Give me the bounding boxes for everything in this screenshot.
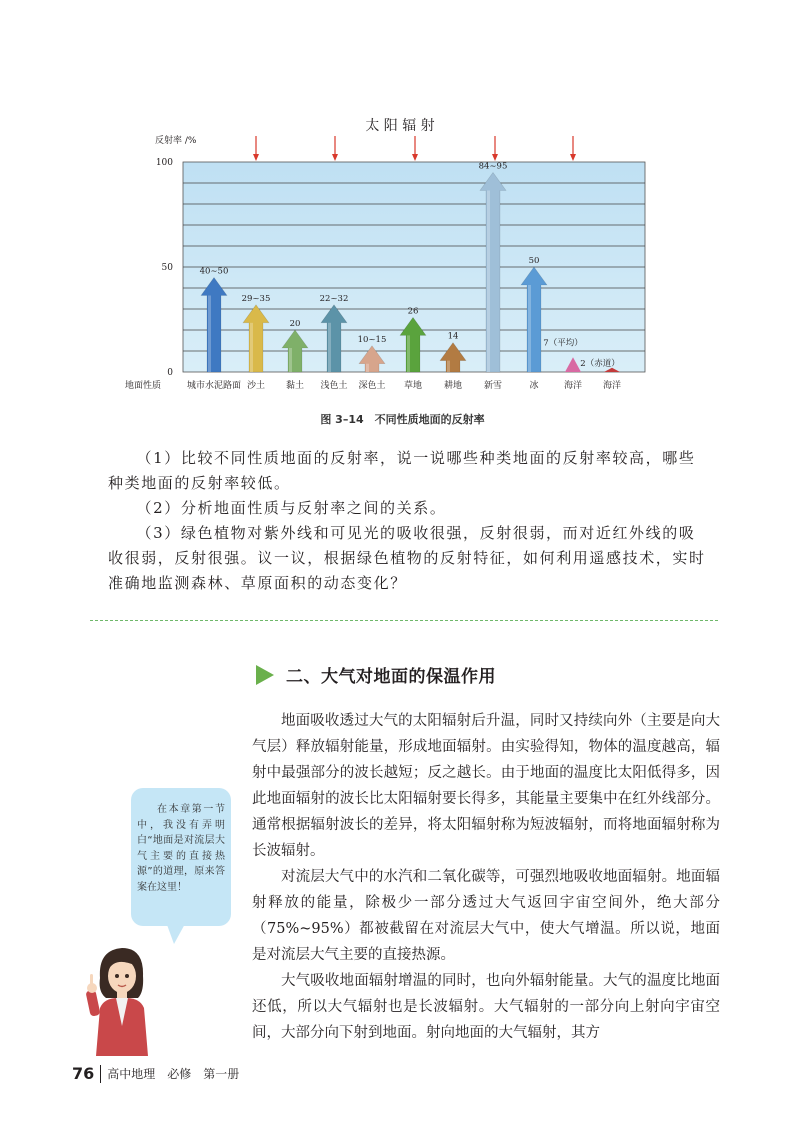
y-tick-label: 100 <box>155 158 173 168</box>
bar-highlight <box>487 191 490 373</box>
bar-highlight <box>447 361 450 372</box>
bar-highlight <box>407 335 410 372</box>
y-axis-label: 反射率 /% <box>155 136 197 146</box>
value-label: 26 <box>407 306 419 317</box>
book-title: 高中地理 必修 第一册 <box>107 1067 240 1081</box>
footer-divider <box>100 1065 101 1083</box>
question-2: （2）分析地面性质与反射率之间的关系。 <box>136 499 447 517</box>
value-label: 10~15 <box>357 334 387 345</box>
sun-ray-arrowhead <box>412 154 418 161</box>
x-tick-label: 海洋 <box>602 381 622 391</box>
x-axis-label: 地面性质 <box>125 381 162 391</box>
page-number: 76 <box>72 1064 95 1083</box>
sidenote-text: 在本章第一节中，我没有弄明白“地面是对流层大气主要的直接热源”的道理，原来答案在这里！ <box>137 804 225 893</box>
triangle-marker-icon <box>256 665 274 685</box>
bar-highlight <box>289 348 292 372</box>
body-text <box>252 708 720 1046</box>
bar-highlight <box>250 323 253 372</box>
y-ticks <box>156 158 173 378</box>
value-label: 22~32 <box>319 293 349 304</box>
value-label: 40~50 <box>199 266 229 277</box>
question-3: （3）绿色植物对紫外线和可见光的吸收很强，反射很弱，而对近红外线的吸收很弱，反射很强。议一议，根据绿色植物的反射特征，如何利用遥感技术，实时准确地监测森林、草原面积的动态变化？ <box>108 524 706 592</box>
x-tick-labels <box>187 379 621 391</box>
section-heading <box>256 662 496 687</box>
value-label: 84~95 <box>478 161 508 172</box>
figure-caption: 图 3–14 不同性质地面的反射率 <box>320 413 485 426</box>
x-tick-label: 城市水泥路面 <box>186 381 242 391</box>
bar-highlight <box>528 285 531 372</box>
solar-radiation-arrows <box>253 136 576 161</box>
reflectance-chart <box>110 110 650 400</box>
x-tick-label: 浅色土 <box>320 381 348 391</box>
section-title: 二、大气对地面的保温作用 <box>286 667 496 687</box>
bar-highlight <box>328 323 331 372</box>
sun-ray-arrowhead <box>332 154 338 161</box>
x-tick-label: 海洋 <box>563 381 583 391</box>
x-tick-label: 沙土 <box>246 381 266 391</box>
bar-highlight <box>208 296 211 373</box>
dashed-divider <box>90 620 718 621</box>
x-tick-label: 新雪 <box>483 381 503 391</box>
value-label: 50 <box>528 256 540 266</box>
question-list <box>108 446 708 596</box>
x-tick-label: 耕地 <box>443 381 463 391</box>
bar-highlight <box>366 364 369 372</box>
sun-ray-arrowhead <box>253 154 259 161</box>
value-label: 2（赤道） <box>580 358 620 369</box>
x-tick-label: 深色土 <box>358 381 386 391</box>
page-footer <box>72 1064 239 1083</box>
student-character-icon <box>86 936 156 1056</box>
sun-ray-arrowhead <box>570 154 576 161</box>
sun-ray-arrowhead <box>492 154 498 161</box>
value-label: 14 <box>447 331 459 342</box>
paragraph-3: 大气吸收地面辐射增温的同时，也向外辐射能量。大气的温度比地面还低，所以大气辐射也是长波辐射。大气辐射的一部分向上射向宇宙空间，大部分向下射到地面。射向地面的大气辐射，其方 <box>252 973 720 1041</box>
x-tick-label: 草地 <box>403 381 423 391</box>
speech-bubble-tail <box>166 922 186 944</box>
y-tick-label: 0 <box>167 368 173 378</box>
paragraph-2: 对流层大气中的水汽和二氧化碳等，可强烈地吸收地面辐射。地面辐射释放的能量，除极少一部分透过大气返回宇宙空间外，绝大部分（75%~95%）都被截留在对流层大气中，使大气增温。所以说，地面是对流层大气主要的直接热源。 <box>252 869 720 963</box>
question-1: （1）比较不同性质地面的反射率，说一说哪些种类地面的反射率较高，哪些种类地面的反射率较低。 <box>108 449 696 492</box>
value-label: 29~35 <box>241 293 271 304</box>
paragraph-1: 地面吸收透过大气的太阳辐射后升温，同时又持续向外（主要是向大气层）释放辐射能量，形成地面辐射。由实验得知，物体的温度越高，辐射中最强部分的波长越短；反之越长。由于地面的温度比太阳低得多，因此地面辐射的波长比太阳辐射要长得多，其能量主要集中在红外线部分。通常根据辐射波长的差异，将太阳辐射称为短波辐射，而将地面辐射称为长波辐射。 <box>252 713 720 859</box>
y-tick-label: 50 <box>161 263 173 273</box>
x-tick-label: 黏土 <box>285 381 305 391</box>
value-label: 7（平均） <box>543 338 583 349</box>
value-label: 20 <box>289 319 301 329</box>
chart-title: 太 阳 辐 射 <box>365 118 435 134</box>
x-tick-label: 冰 <box>529 381 539 391</box>
